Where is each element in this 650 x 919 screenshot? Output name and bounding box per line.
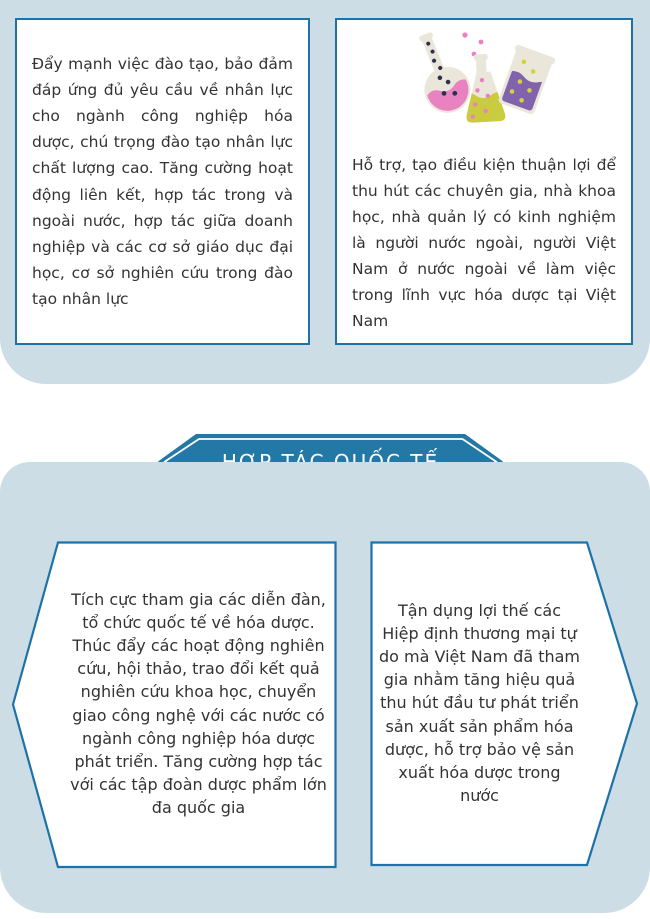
chemistry-flasks-icon xyxy=(402,30,567,148)
trade-agreements-shape-text: Tận dụng lợi thế các Hiệp định thương mại tự do mà Việt Nam đã tham gia nhằm tăng hiệu quả thu hút đầu tư phát triển sản xuất sản phẩm hóa dược, hỗ trợ bảo vệ sản xuất hóa dược trong nước xyxy=(378,600,581,806)
top-panel xyxy=(0,0,650,384)
experts-card xyxy=(335,18,633,345)
experts-card-text: Hỗ trợ, tạo điều kiện thuận lợi để thu hút các chuyên gia, nhà khoa học, nhà quản lý có kinh nghiệm là người nước ngoài, người Việt Nam ở nước ngoài về làm việc trong lĩnh vực hóa dược tại Việt Nam xyxy=(352,156,616,331)
training-card xyxy=(15,18,310,345)
forums-shape-text: Tích cực tham gia các diễn đàn, tổ chức quốc tế về hóa dược. Thúc đẩy các hoạt động nghiên cứu, hội thảo, trao đổi kết quả nghiên cứu khoa học, chuyển giao công nghệ với các nước có ngành công nghiệp hóa dược phát triển. Tăng cường hợp tác với các tập đoàn dược phẩm lớn đa quốc gia xyxy=(70,589,327,818)
training-card-text: Đẩy mạnh việc đào tạo, bảo đảm đáp ứng đủ yêu cầu về nhân lực cho ngành công nghiệp hóa dược, chú trọng đào tạo nhân lực chất lượng cao. Tăng cường hoạt động liên kết, hợp tác trong và ngoài nước, hợp tác giữa doanh nghiệp và các cơ sở giáo dục đại học, cơ sở nghiên cứu trong đào tạo nhân lực xyxy=(32,55,293,308)
